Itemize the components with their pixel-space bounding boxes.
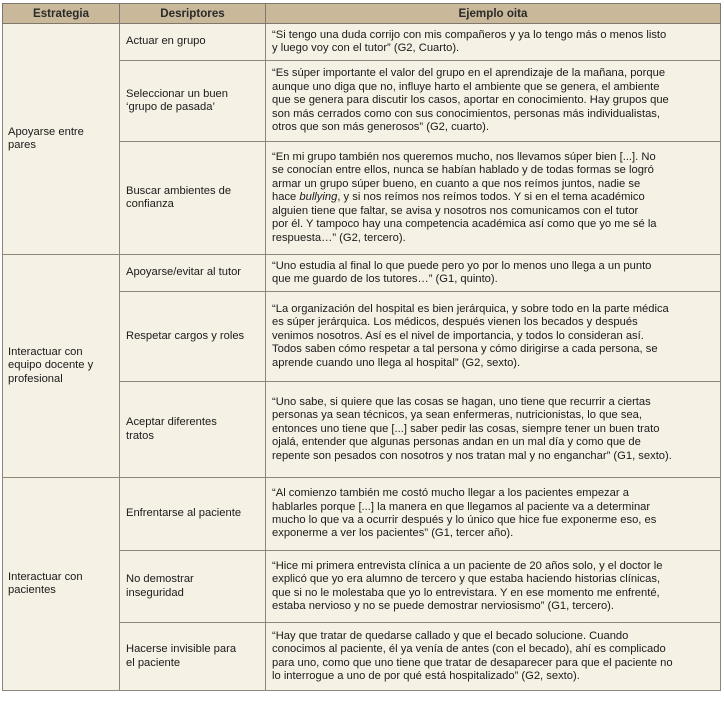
quote-cell: “Uno estudia al final lo que puede pero yo por lo menos uno llega a un punto que me guardo de los tutores…” (G1, quinto). [266, 255, 721, 292]
quote-cell: “En mi grupo también nos queremos mucho, nos llevamos súper bien [...]. No se conocían entre ellos, nunca se habían hablado y de todas formas se logró armar un grupo súper bueno, en cuanto a que nos reímos juntos, nadie se hace bullying, y si nos reímos nos reímos todos. Y si en el tema académico alguien tiene que faltar, se avisa y nosotros nos comunicamos con el tutor por él. Y tampoco hay una competencia académica así como que yo me sé la respuesta…” (G2, tercero). [266, 142, 721, 255]
header-row [3, 4, 721, 24]
header-strategy: Estrategia [3, 4, 120, 24]
descriptor-cell: Respetar cargos y roles [120, 292, 266, 382]
quote-cell: “Si tengo una duda corrijo con mis compañeros y ya lo tengo más o menos listo y luego voy con el tutor” (G2, Cuarto). [266, 24, 721, 61]
descriptor-cell: Aceptar diferentes tratos [120, 382, 266, 478]
table-row [3, 255, 721, 292]
descriptor-cell: Seleccionar un buen ‘grupo de pasada’ [120, 61, 266, 142]
strategy-cell: Interactuar con equipo docente y profesional [3, 255, 120, 478]
quote-cell: “Hice mi primera entrevista clínica a un paciente de 20 años solo, y el doctor le explicó que yo era alumno de tercero y que estaba haciendo historias clínicas, que si no le molestaba que yo lo entrevistara. Y en ese momento me enfrenté, estaba nervioso y no se puede demostrar nerviosismo” (G1, tercero). [266, 551, 721, 623]
strategy-cell: Apoyarse entre pares [3, 24, 120, 255]
strategy-cell: Interactuar con pacientes [3, 478, 120, 691]
descriptor-cell: Apoyarse/evitar al tutor [120, 255, 266, 292]
descriptor-cell: Hacerse invisible para el paciente [120, 623, 266, 691]
descriptor-cell: Enfrentarse al paciente [120, 478, 266, 551]
quote-cell: “Uno sabe, si quiere que las cosas se hagan, uno tiene que recurrir a ciertas personas ya sean técnicos, ya sean enfermeras, nutricionistas, lo que sea, entonces uno tiene que [...] saber pedir las cosas, siempre tener un buen trato ojalá, entender que algunas personas andan en un mal día y como que de repente son pesados con nosotros y nos tratan mal y no enganchar” (G1, sexto). [266, 382, 721, 478]
quote-cell: “Al comienzo también me costó mucho llegar a los pacientes empezar a hablarles porque [...] la manera en que llegamos al paciente va a determinar mucho lo que va a ocurrir después y lo único que hice fue exponerme eso, es exponerme a ver los pacientes” (G1, tercer año). [266, 478, 721, 551]
table-row [3, 478, 721, 551]
quote-cell: “La organización del hospital es bien jerárquica, y sobre todo en la parte médica es súper jerárquica. Los médicos, después vienen los becados y después venimos nosotros. Así es el nivel de importancia, y todos lo consideran así. Todos saben cómo respetar a tal persona y cómo dirigirse a cada persona, se aprende cuando uno llega al hospital” (G2, sexto). [266, 292, 721, 382]
quote-cell: “Es súper importante el valor del grupo en el aprendizaje de la mañana, porque aunque uno diga que no, influye harto el ambiente que se genera, el ambiente que se genera para discutir los casos, aportar en conocimiento. Hay grupos que son más cerrados como con sus conocimientos, personas más individualistas, otros que son más generosos” (G2, cuarto). [266, 61, 721, 142]
header-example: Ejemplo oita [266, 4, 721, 24]
table-row [3, 24, 721, 61]
strategies-table [2, 3, 721, 691]
header-descriptors: Desriptores [120, 4, 266, 24]
descriptor-cell: No demostrar inseguridad [120, 551, 266, 623]
descriptor-cell: Actuar en grupo [120, 24, 266, 61]
descriptor-cell: Buscar ambientes de confianza [120, 142, 266, 255]
quote-cell: “Hay que tratar de quedarse callado y que el becado solucione. Cuando conocimos al paciente, él ya venía de antes (con el becado), ahí es complicado para uno, como que uno tiene que tratar de desaparecer para que el paciente no lo interrogue a uno de por qué está hospitalizado” (G2, sexto). [266, 623, 721, 691]
